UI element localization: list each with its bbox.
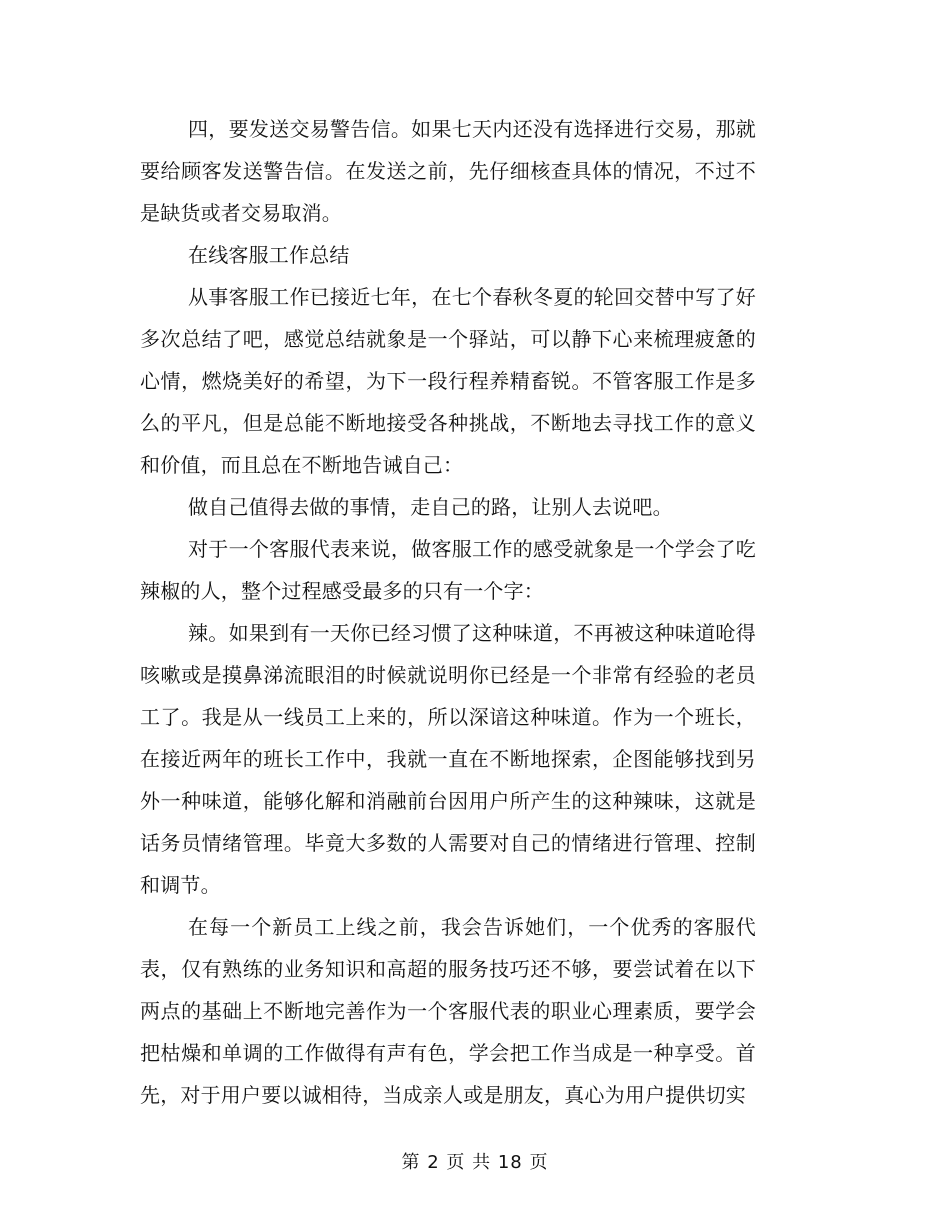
paragraph-motto: 做自己值得去做的事情，走自己的路，让别人去说吧。 <box>188 495 673 519</box>
paragraph-emotion-management: 辣。如果到有一天你已经习惯了这种味道，不再被这种味道呛得咳嗽或是摸鼻涕流眼泪的时候就说明你已经是一个非常有经验的老员工了。我是从一线员工上来的，所以深谙这种味道。作为一个班长，在接近两年的班长工作中，我就一直在不断地探索，企图能够找到另外一种味道，能够化解和消融前台因用户所产生的这种辣味，这就是话务员情绪管理。毕竟大多数的人需要对自己的情绪进行管理、控制和调节。 <box>140 621 756 897</box>
paragraph-chili-metaphor: 对于一个客服代表来说，做客服工作的感受就象是一个学会了吃辣椒的人，整个过程感受最多的只有一个字： <box>140 537 756 603</box>
document-body <box>140 108 756 1116</box>
paragraph-new-employees: 在每一个新员工上线之前，我会告诉她们，一个优秀的客服代表，仅有熟练的业务知识和高超的服务技巧还不够，要尝试着在以下两点的基础上不断地完善作为一个客服代表的职业心理素质，要学会把枯燥和单调的工作做得有声有色，学会把工作当成是一种享受。首先，对于用户要以诚相待，当成亲人或是朋友，真心为用户提供切实 <box>140 915 756 1107</box>
paragraph-intro: 从事客服工作已接近七年，在七个春秋冬夏的轮回交替中写了好多次总结了吧，感觉总结就象是一个驿站，可以静下心来梳理疲惫的心情，燃烧美好的希望，为下一段行程养精畜锐。不管客服工作是多么的平凡，但是总能不断地接受各种挑战，不断地去寻找工作的意义和价值，而且总在不断地告诫自己： <box>140 285 756 477</box>
section-heading: 在线客服工作总结 <box>188 243 350 267</box>
page-number-footer: 第 2 页 共 18 页 <box>401 1152 549 1173</box>
paragraph-warning-letter: 四，要发送交易警告信。如果七天内还没有选择进行交易，那就要给顾客发送警告信。在发送之前，先仔细核查具体的情况，不过不是缺货或者交易取消。 <box>140 117 756 225</box>
